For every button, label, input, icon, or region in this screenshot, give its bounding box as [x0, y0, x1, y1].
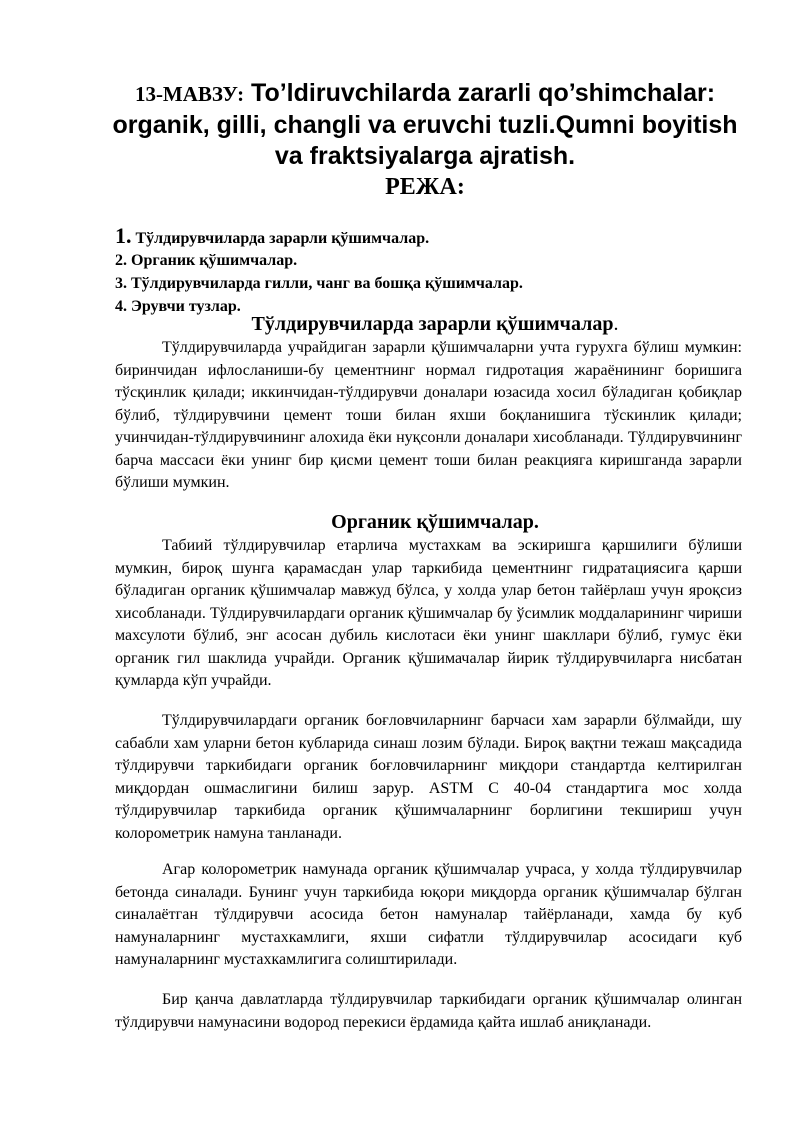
- plan-list: [115, 222, 755, 318]
- plan-item-number: 1.: [115, 223, 132, 248]
- plan-item-number: 3.: [115, 275, 127, 292]
- topic-title: To’ldiruvchilarda zararli qo’shimchalar: organik, gilli, changli va eruvchi tuzli.Qumni boyitish va fraktsiyalarga ajratish.: [112, 79, 738, 170]
- plan-item-number: 4.: [115, 298, 127, 315]
- paragraph: Агар колорометрик намунада органик қўшимчалар учраса, у холда тўлдирувчилар бетонда синалади. Бунинг учун таркибида юқори миқдорда органик қўшимчалар бўлган синалаётган тўлдирувчи асосида бетон намуналар тайёрланади, хамда бу куб намуналарнинг мустахкамлиги, яхши сифатли тўлдирувчилар асосидаги куб намуналарнинг мустахкамлигига солиштирилади.: [115, 861, 742, 968]
- plan-item-text: Тўлдирувчиларда гилли, чанг ва бошқа қўшимчалар.: [131, 275, 523, 292]
- plan-item-number: 2.: [115, 252, 127, 269]
- plan-item-text: Тўлдирувчиларда зарарли қўшимчалар.: [135, 230, 430, 247]
- plan-item: [115, 222, 755, 249]
- plan-item: [115, 272, 755, 295]
- plan-item-text: Органик қўшимчалар.: [131, 252, 298, 269]
- paragraph: Бир қанча давлатларда тўлдирувчилар таркибидаги органик қўшимчалар олинган тўлдирувчи намунасини водород перекиси ёрдамида қайта ишлаб аниқланади.: [115, 991, 742, 1031]
- paragraph: Табиий тўлдирувчилар етарлича мустахкам ва эскиришга қаршилиги бўлиши мумкин, бироқ шунга қарамасдан улар таркибида цементнинг гидратациясига қарши бўладиган органик қўшимчалар мавжуд бўлса, у холда улар бетон тайёрлаш учун яроқсиз хисобланади. Тўлдирувчилардаги органик қўшимчалар бу ўсимлик моддаларининг чириши махсулоти бўлиб, энг асосан дубиль кислотаси ёки унинг шакллари бўлиб, гумус ёки органик гил шаклида учрайди. Органик қўшимачалар йирик тўлдирувчиларга нисбатан қумларда кўп учрайди.: [115, 537, 742, 689]
- plan-item: [115, 249, 755, 272]
- paragraph: Тўлдирувчилардаги органик боғловчиларнинг барчаси хам зарарли бўлмайди, шу сабабли хам уларни бетон кубларида синаш лозим бўлади. Бироқ вақтни тежаш мақсадида тўлдирувчи таркибидаги органик боғловчиларнинг миқдори стандартда келтирилган миқдордан ошмаслигини билиш зарур. ASTM C 40-04 стандартига мос холда тўлдирувчилар таркибида органик қўшимчаларнинг борлигини текшириш учун колорометрик намуна танланади.: [115, 712, 742, 842]
- section-heading-harmful: [115, 313, 755, 336]
- section-heading-text: Тўлдирувчиларда зарарли қўшимчалар: [251, 313, 614, 335]
- page-title: [110, 78, 740, 203]
- topic-number: 13-МАВЗУ:: [134, 82, 245, 106]
- plan-heading: РЕЖА:: [385, 174, 465, 200]
- section-heading-organic: Органик қўшимчалар.: [331, 511, 539, 533]
- paragraph: Тўлдирувчиларда учрайдиган зарарли қўшимчаларни учта гурухга бўлиш мумкин: биринчидан ифлосланиши-бу цементнинг нормал гидротация жараёнининг боришига тўсқинлик қилади; иккинчидан-тўлдирувчи доналари юзасида хосил бўладиган қобиқлар бўлиб, тўлдирувчини цемент тоши билан яхши боқланишига тўскинлик қилади; учинчидан-тўлдирувчининг алохида ёки нуқсонли доналари хисобланади. Тўлдирувчининг барча массаси ёки унинг бир қисми цемент тоши билан реакцияга киришганда зарарли бўлиши мумкин.: [115, 339, 742, 491]
- plan-item-text: Эрувчи тузлар.: [131, 298, 241, 315]
- section-heading-dot: .: [613, 313, 619, 335]
